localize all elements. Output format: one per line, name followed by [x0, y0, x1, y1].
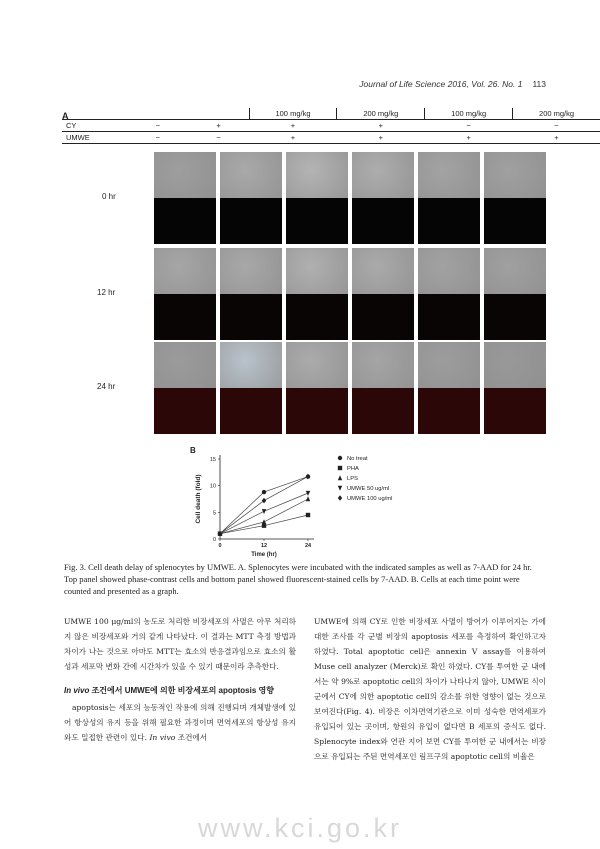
fluorescence-image: [418, 198, 480, 244]
fluorescence-image: [154, 198, 216, 244]
series-line: [220, 499, 308, 534]
legend-label: No treat: [347, 456, 368, 462]
fluorescence-image: [220, 198, 282, 244]
phase-contrast-image: [286, 152, 348, 198]
panel-a-label: A: [62, 111, 69, 121]
fluorescence-image: [418, 388, 480, 434]
data-point: [338, 486, 342, 491]
paragraph: UMWE에 의해 CY로 인한 비장세포 사멸이 방어가 이루어지는 가에 대한 조사를 각 군별 비장의 apoptosis 세포를 측정하여 확인하고자 하였다. Total apoptotic cell은 annexin V assay를 이용하여 Muse cell analyzer (Merck)로 확인 하였다. CY를 투여한 군 내에서는 약 9%로 apoptotic cell의 차이가 나타나지 않아, UMWE 식이군에서 CY에 의한 apoptotic cell의 감소를 위한 영향이 없는 것으로 보여진다(Fig. 4). 비장은 이차면역기관으로 이미 성숙한 면역세포가 유입되어 있는 곳이며, 항원의 유입이 없다면 B 세포의 증식도 없다. Splenocyte index와 연관 지어 보면 CY를 투여한 군 내에서는 비장으로 유입되는 주된 면역세포인 림프구의 apoptotic cell의 비율은: [314, 617, 546, 761]
data-point: [306, 496, 310, 501]
figure-caption: Fig. 3. Cell death delay of splenocytes by UMWE. A. Splenocytes were incubated with the indicated samples as well as 7-AAD for 24 hr. Top panel showed phase-contrast cells and bottom panel showed fluorescent-stained cells by 7-AAD. B. Cells at each time point were counted and presented as a graph.: [64, 562, 532, 596]
data-point: [262, 509, 266, 514]
data-point: [262, 498, 266, 504]
fluorescence-image: [154, 388, 216, 434]
paragraph-italic: In vivo: [149, 733, 176, 742]
data-point: [338, 466, 342, 470]
umwe-value: +: [513, 132, 600, 144]
fluorescence-image: [484, 294, 546, 340]
data-point: [262, 490, 266, 494]
cy-value: +: [337, 120, 425, 132]
left-column: [64, 614, 296, 745]
phase-contrast-image: [352, 248, 414, 294]
cell-death-chart: [180, 445, 450, 563]
x-tick-label: 12: [260, 543, 268, 549]
phase-contrast-image: [352, 152, 414, 198]
phase-contrast-image: [286, 248, 348, 294]
phase-contrast-image: [154, 152, 216, 198]
y-tick-label: 15: [209, 457, 216, 463]
phase-contrast-image: [154, 248, 216, 294]
section-heading: [64, 684, 296, 698]
data-point: [306, 491, 310, 496]
dose-label: 100 mg/kg: [249, 108, 337, 120]
row-label-umwe: UMWE: [62, 132, 128, 144]
phase-contrast-image: [484, 342, 546, 388]
fluorescence-image: [484, 198, 546, 244]
x-axis-label: Time (hr): [251, 552, 277, 558]
fluorescence-image: [352, 388, 414, 434]
dose-label: 100 mg/kg: [425, 108, 513, 120]
phase-contrast-image: [220, 152, 282, 198]
cy-value: −: [513, 120, 600, 132]
panel-b-label: B: [190, 446, 196, 455]
paragraph: [64, 700, 296, 745]
legend-label: UMWE 100 ug/ml: [347, 496, 393, 502]
fluorescence-image: [220, 294, 282, 340]
time-label-0hr: 0 hr: [102, 192, 116, 201]
y-tick-label: 10: [209, 483, 216, 490]
legend-label: LPS: [347, 476, 358, 482]
fluorescence-image: [352, 198, 414, 244]
running-header: [0, 79, 546, 89]
paragraph: UMWE 100 μg/ml의 농도로 처리한 비장세포의 사멸은 아무 처리하지 않은 비장세포와 거의 같게 나타났다. 이 결과는 MTT 측정 방법과 차이가 나는 것으로 아마도 MTT는 효소의 반응결과임으로 효소의 활성과 세포막 변화 간에 시간차가 있을 수 있기 때문이라 추측한다.: [64, 617, 296, 671]
x-tick-label: 24: [304, 543, 312, 549]
data-point: [338, 495, 342, 501]
phase-contrast-image: [154, 342, 216, 388]
data-point: [306, 474, 310, 480]
time-label-24hr: 24 hr: [97, 382, 116, 391]
umwe-value: −: [128, 132, 188, 144]
x-tick-label: 0: [218, 543, 222, 549]
page-number: 113: [532, 79, 546, 89]
data-point: [262, 519, 266, 524]
data-point: [338, 475, 342, 480]
fluorescence-image: [484, 388, 546, 434]
paragraph-text: apoptosis는 세포의 능동적인 작용에 의해 진행되며 개체발생에 있어 항상성의 유지 등을 위해 필요한 과정이며 면역세포의 항상성 유지와도 밀접한 관련이 있다.: [64, 703, 296, 742]
right-column: [314, 614, 546, 764]
fluorescence-image: [352, 294, 414, 340]
cy-value: +: [188, 120, 249, 132]
fluorescence-image: [286, 294, 348, 340]
phase-contrast-image: [286, 342, 348, 388]
fluorescence-image: [418, 294, 480, 340]
fluorescence-image: [220, 388, 282, 434]
time-label-12hr: 12 hr: [97, 288, 116, 297]
umwe-value: +: [337, 132, 425, 144]
phase-contrast-image: [352, 342, 414, 388]
phase-contrast-image: [484, 152, 546, 198]
treatment-table: [62, 108, 600, 144]
fluorescence-image: [154, 294, 216, 340]
phase-contrast-image: [220, 248, 282, 294]
fluorescence-image: [286, 388, 348, 434]
cy-value: −: [128, 120, 188, 132]
journal-citation: Journal of Life Science 2016, Vol. 26. No. 1: [359, 79, 523, 89]
cy-value: −: [425, 120, 513, 132]
legend-label: UMWE 50 ug/ml: [347, 486, 390, 492]
heading-italic: In vivo: [64, 686, 90, 695]
cy-value: +: [249, 120, 337, 132]
data-point: [306, 513, 310, 517]
phase-contrast-image: [484, 248, 546, 294]
dose-label: 200 mg/kg: [337, 108, 425, 120]
phase-contrast-image: [220, 342, 282, 388]
paragraph-text: 조건에서: [175, 733, 208, 742]
fluorescence-image: [286, 198, 348, 244]
umwe-value: +: [249, 132, 337, 144]
legend-label: PHA: [347, 466, 359, 472]
y-tick-label: 0: [212, 537, 216, 543]
phase-contrast-image: [418, 342, 480, 388]
y-tick-label: 5: [212, 510, 216, 517]
phase-contrast-image: [418, 152, 480, 198]
data-point: [338, 456, 342, 460]
row-label-cy: CY: [62, 120, 128, 132]
y-axis-label: Cell death (fold): [195, 474, 202, 524]
phase-contrast-image: [418, 248, 480, 294]
umwe-value: +: [425, 132, 513, 144]
dose-label: 200 mg/kg: [513, 108, 600, 120]
heading-text: 조건에서 UMWE에 의한 비장세포의 apoptosis 영향: [89, 686, 274, 695]
watermark: www.kci.go.kr: [197, 813, 403, 843]
umwe-value: −: [188, 132, 249, 144]
